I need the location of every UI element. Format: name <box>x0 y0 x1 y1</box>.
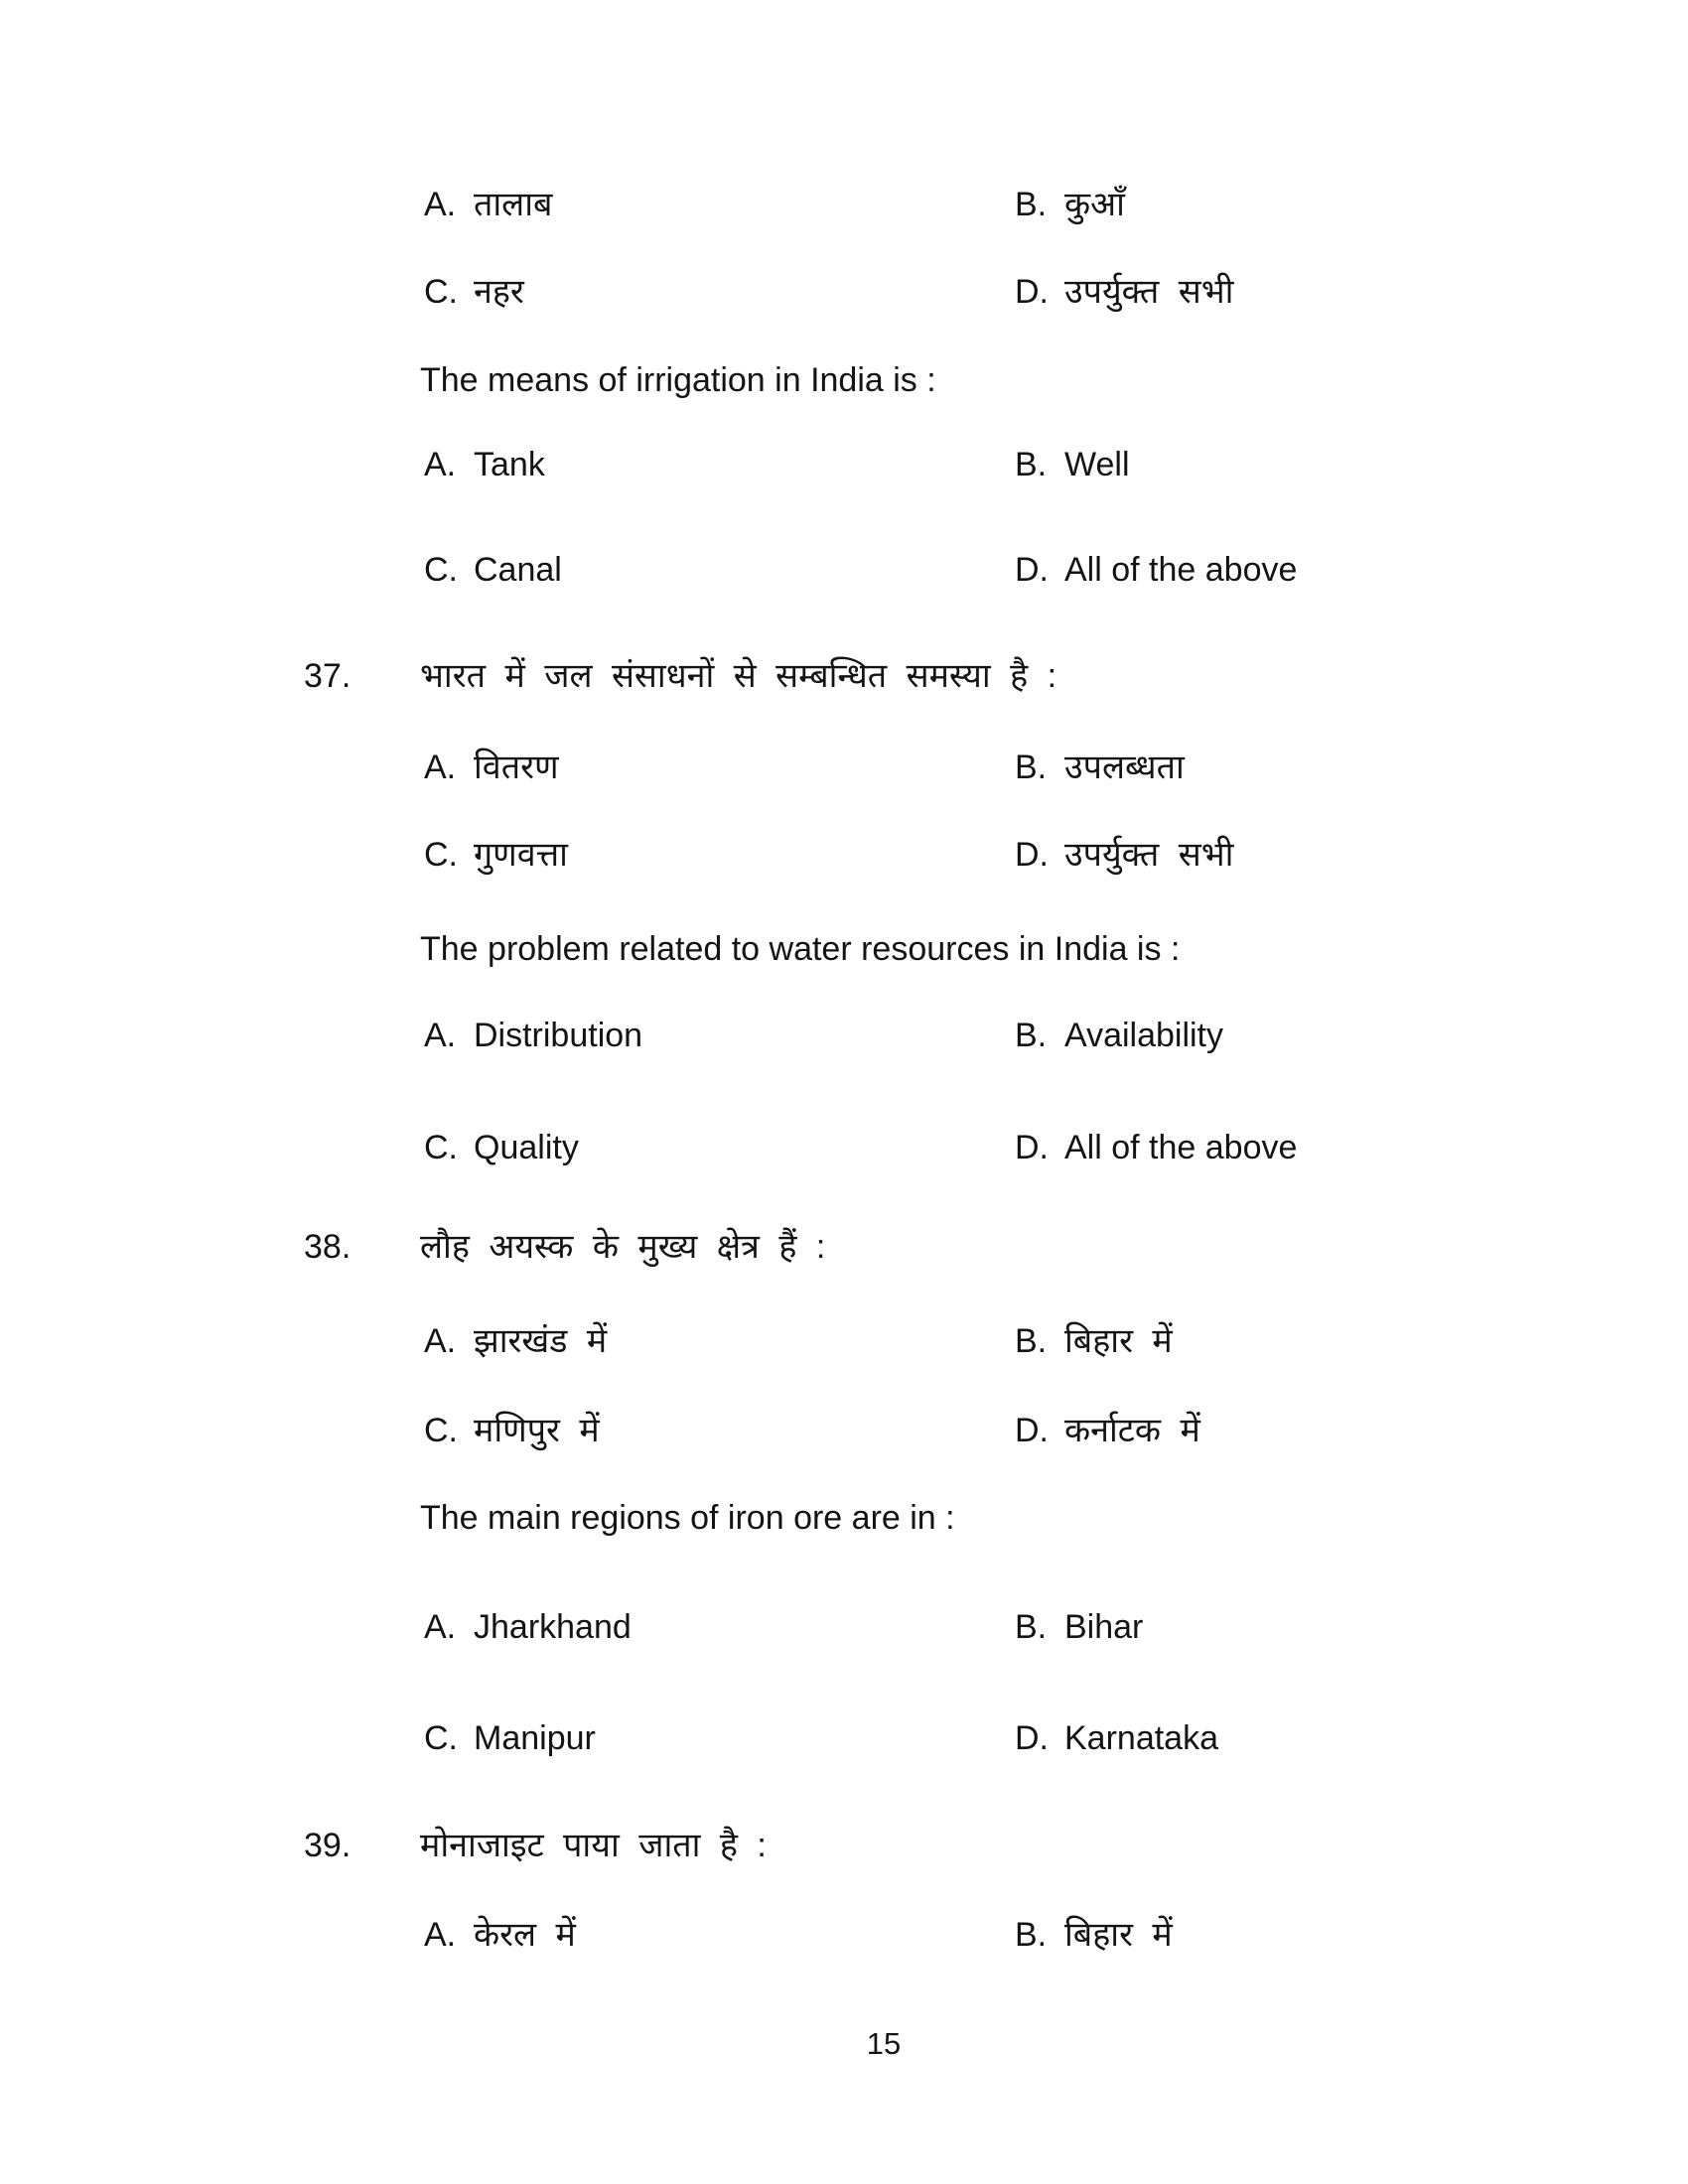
option-c <box>424 1411 600 1451</box>
option-b <box>1015 1915 1173 1956</box>
option-letter: A. <box>424 1017 457 1054</box>
option-c <box>424 550 562 591</box>
option-text: Jharkhand <box>474 1608 632 1646</box>
option-text: उपर्युक्त सभी <box>1064 273 1234 311</box>
option-letter: C. <box>424 836 458 874</box>
option-letter: C. <box>424 551 458 589</box>
option-text: झारखंड में <box>474 1322 608 1360</box>
question-stem-english: The main regions of iron ore are in : <box>420 1499 955 1537</box>
option-a <box>424 1915 576 1956</box>
option-a <box>424 1321 607 1362</box>
question-stem-hindi: लौह अयस्क के मुख्य क्षेत्र हैं : <box>420 1228 826 1266</box>
option-text: Canal <box>474 551 562 589</box>
option-text: नहर <box>474 273 524 311</box>
option-d <box>1015 272 1233 313</box>
option-text: Bihar <box>1064 1608 1144 1646</box>
option-text: गुणवत्ता <box>474 836 568 874</box>
option-c <box>424 1128 579 1168</box>
option-text: तालाब <box>474 186 553 223</box>
option-text: उपर्युक्त सभी <box>1064 836 1234 874</box>
option-letter: B. <box>1015 1322 1048 1360</box>
option-letter: B. <box>1015 749 1048 786</box>
option-text: Karnataka <box>1064 1719 1218 1757</box>
option-text: Manipur <box>474 1719 596 1757</box>
question-stem-hindi: भारत में जल संसाधनों से सम्बन्धित समस्या है : <box>420 657 1057 695</box>
question-stem-english: The means of irrigation in India is : <box>420 361 936 399</box>
option-text: All of the above <box>1064 1129 1298 1166</box>
option-text: केरल में <box>474 1916 576 1954</box>
option-text: वितरण <box>474 749 559 786</box>
question-number: 38. <box>304 1228 352 1266</box>
question-stem-hindi: मोनाजाइट पाया जाता है : <box>420 1827 767 1864</box>
option-text: उपलब्धता <box>1064 749 1185 786</box>
option-a <box>424 445 545 485</box>
option-letter: D. <box>1015 551 1049 589</box>
option-letter: C. <box>424 1719 458 1757</box>
option-letter: D. <box>1015 836 1049 874</box>
option-b <box>1015 748 1185 788</box>
option-letter: C. <box>424 1129 458 1166</box>
option-d <box>1015 1718 1218 1759</box>
option-a <box>424 1607 632 1648</box>
option-b <box>1015 1607 1143 1648</box>
option-text: कर्नाटक में <box>1064 1412 1200 1449</box>
option-letter: A. <box>424 1608 457 1646</box>
option-text: कुआँ <box>1064 186 1125 223</box>
option-text: All of the above <box>1064 551 1298 589</box>
option-letter: C. <box>424 273 458 311</box>
option-b <box>1015 185 1125 225</box>
option-c <box>424 272 524 313</box>
option-c <box>424 1718 596 1759</box>
option-d <box>1015 550 1297 591</box>
option-letter: B. <box>1015 186 1048 223</box>
option-text: Quality <box>474 1129 579 1166</box>
option-d <box>1015 835 1233 876</box>
option-text: बिहार में <box>1064 1916 1173 1954</box>
option-letter: B. <box>1015 1916 1048 1954</box>
option-a <box>424 748 559 788</box>
option-b <box>1015 1016 1223 1056</box>
option-letter: D. <box>1015 1412 1049 1449</box>
option-text: Distribution <box>474 1017 643 1054</box>
option-letter: A. <box>424 186 457 223</box>
option-b <box>1015 445 1130 485</box>
page-number: 15 <box>866 2026 902 2061</box>
option-letter: B. <box>1015 1608 1048 1646</box>
option-letter: D. <box>1015 273 1049 311</box>
option-c <box>424 835 568 876</box>
option-letter: A. <box>424 1916 457 1954</box>
question-number: 37. <box>304 657 352 695</box>
option-letter: A. <box>424 1322 457 1360</box>
option-letter: A. <box>424 749 457 786</box>
option-letter: B. <box>1015 446 1048 483</box>
question-number: 39. <box>304 1827 352 1864</box>
option-letter: B. <box>1015 1017 1048 1054</box>
option-letter: D. <box>1015 1719 1049 1757</box>
option-b <box>1015 1321 1173 1362</box>
question-stem-english: The problem related to water resources in India is : <box>420 930 1181 968</box>
option-d <box>1015 1128 1297 1168</box>
option-d <box>1015 1411 1200 1451</box>
option-a <box>424 1016 642 1056</box>
option-letter: C. <box>424 1412 458 1449</box>
option-text: Well <box>1064 446 1130 483</box>
option-text: Availability <box>1064 1017 1224 1054</box>
option-letter: A. <box>424 446 457 483</box>
option-letter: D. <box>1015 1129 1049 1166</box>
option-a <box>424 185 552 225</box>
option-text: बिहार में <box>1064 1322 1173 1360</box>
option-text: मणिपुर में <box>474 1412 600 1449</box>
option-text: Tank <box>474 446 545 483</box>
